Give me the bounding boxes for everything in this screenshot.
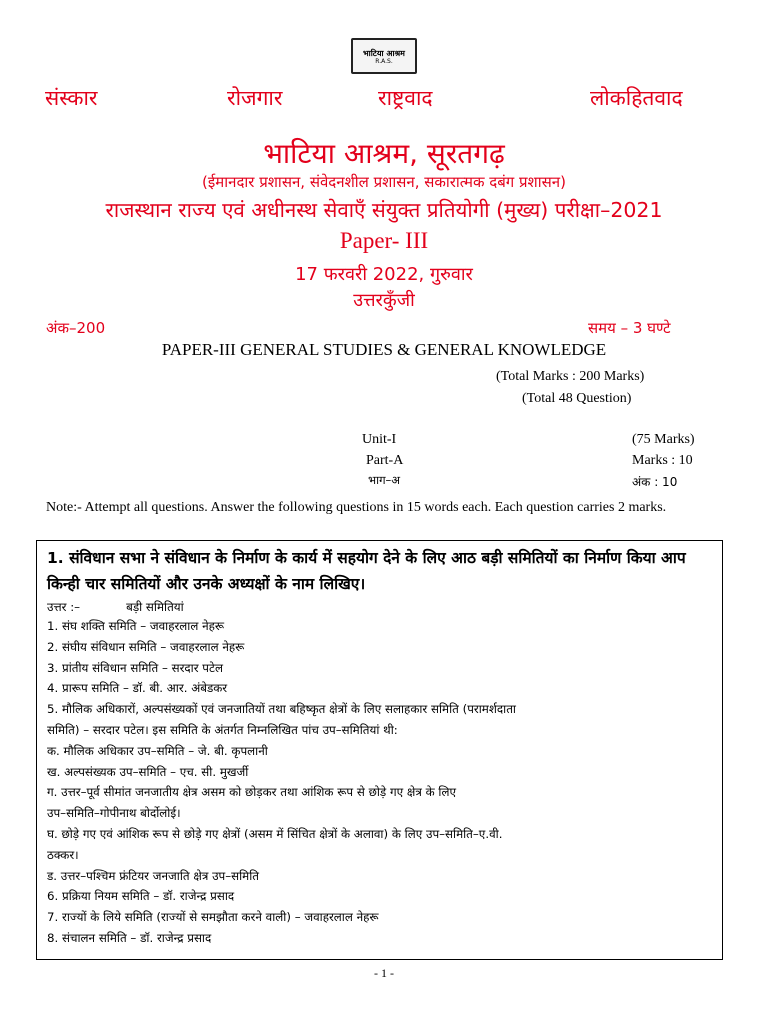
answer-title: बड़ी समितियां xyxy=(126,600,184,614)
total-marks-hindi: अंक–200 xyxy=(46,319,106,337)
motto-3: राष्ट्रवाद xyxy=(378,86,433,110)
exam-date: 17 फरवरी 2022, गुरुवार xyxy=(295,264,473,285)
answer-line: घ. छोड़े गए एवं आंशिक रूप से छोड़े गए क्षेत्रों (असम में सिंचित क्षेत्रों के अलावा) के लिए उप–समिति–ए.वी. xyxy=(47,826,503,841)
paper-title: Paper- III xyxy=(339,228,429,253)
unit-name: Unit-I xyxy=(362,432,397,447)
answer-line: 1. संघ शक्ति समिति – जवाहरलाल नेहरू xyxy=(47,619,225,633)
motto-2: रोजगार xyxy=(227,86,283,110)
total-questions: (Total 48 Question) xyxy=(522,391,632,406)
answer-line: 7. राज्यों के लिये समिति (राज्यों से समझौता करने वाली) – जवाहरलाल नेहरू xyxy=(47,910,379,925)
institute-logo xyxy=(351,38,417,74)
answer-line: 3. प्रांतीय संविधान समिति – सरदार पटेल xyxy=(47,660,223,675)
answer-line: ड. उत्तर–पश्चिम फ्रंटियर जनजाति क्षेत्र उप–समिति xyxy=(47,868,260,883)
part-name: Part-A xyxy=(366,453,404,468)
exam-name: राजस्थान राज्य एवं अधीनस्थ सेवाएँ संयुक्त प्रतियोगी (मुख्य) परीक्षा–2021 xyxy=(105,198,663,222)
exam-time: समय – 3 घण्टे xyxy=(588,319,671,337)
answer-line: समिति) – सरदार पटेल। इस समिति के अंतर्गत निम्नलिखित पांच उप–समितियां थी: xyxy=(47,722,398,737)
answer-key-label: उत्तरकुँजी xyxy=(353,290,415,311)
bhag-label: भाग–अ xyxy=(368,473,401,487)
answer-line: 8. संचालन समिति – डॉ. राजेन्द्र प्रसाद xyxy=(47,930,212,945)
logo-sub: R.A.S. xyxy=(375,58,393,65)
institute-tagline: (ईमानदार प्रशासन, संवेदनशील प्रशासन, सकारात्मक दबंग प्रशासन) xyxy=(202,173,566,191)
logo-name: भाटिया आश्रम xyxy=(363,49,405,58)
motto-4: लोकहितवाद xyxy=(590,86,683,110)
answer-line: ठक्कर। xyxy=(47,847,79,862)
answer-line: ख. अल्पसंख्यक उप–समिति – एच. सी. मुखर्जी xyxy=(47,764,249,779)
question-box xyxy=(36,540,723,960)
answer-line: 6. प्रक्रिया नियम समिति – डॉ. राजेन्द्र प्रसाद xyxy=(47,889,235,904)
part-marks: Marks : 10 xyxy=(632,453,693,468)
answer-line: 4. प्रारूप समिति – डॉ. बी. आर. अंबेडकर xyxy=(47,681,228,696)
total-marks: (Total Marks : 200 Marks) xyxy=(496,369,645,384)
paper-heading: PAPER-III GENERAL STUDIES & GENERAL KNOWLEDGE xyxy=(161,340,607,359)
ank-label: अंक : 10 xyxy=(632,475,678,489)
answer-line: 2. संघीय संविधान समिति – जवाहरलाल नेहरू xyxy=(47,639,245,654)
motto-1: संस्कार xyxy=(45,86,98,110)
answer-line: उप–समिति–गोपीनाथ बोर्दोलोई। xyxy=(47,806,181,821)
unit-marks: (75 Marks) xyxy=(632,432,695,447)
institute-title: भाटिया आश्रम, सूरतगढ़ xyxy=(263,137,505,170)
page-number: - 1 - xyxy=(374,966,394,980)
answer-line: 5. मौलिक अधिकारों, अल्पसंख्यकों एवं जनजातियों तथा बहिष्कृत क्षेत्रों के लिए सलाहकार समिति (परामर्शदाता xyxy=(47,702,516,717)
answer-label: उत्तर :– xyxy=(47,600,81,614)
answer-header xyxy=(47,598,722,616)
answer-line: क. मौलिक अधिकार उप–समिति – जे. बी. कृपलानी xyxy=(47,743,268,758)
instructions-note: Note:- Attempt all questions. Answer the following questions in 15 words each. Each question carries 2 marks. xyxy=(46,500,667,515)
answer-line: ग. उत्तर–पूर्व सीमांत जनजातीय क्षेत्र असम को छोड़कर तथा आंशिक रूप से छोड़े गए क्षेत्र के लिए xyxy=(47,785,456,800)
question-text: 1. संविधान सभा ने संविधान के निर्माण के कार्य में सहयोग देने के लिए आठ बड़ी समितियों का निर्माण किया आप किन्ही चार समितियों और उनके अध्यक्षों के नाम लिखिए। xyxy=(47,549,686,593)
